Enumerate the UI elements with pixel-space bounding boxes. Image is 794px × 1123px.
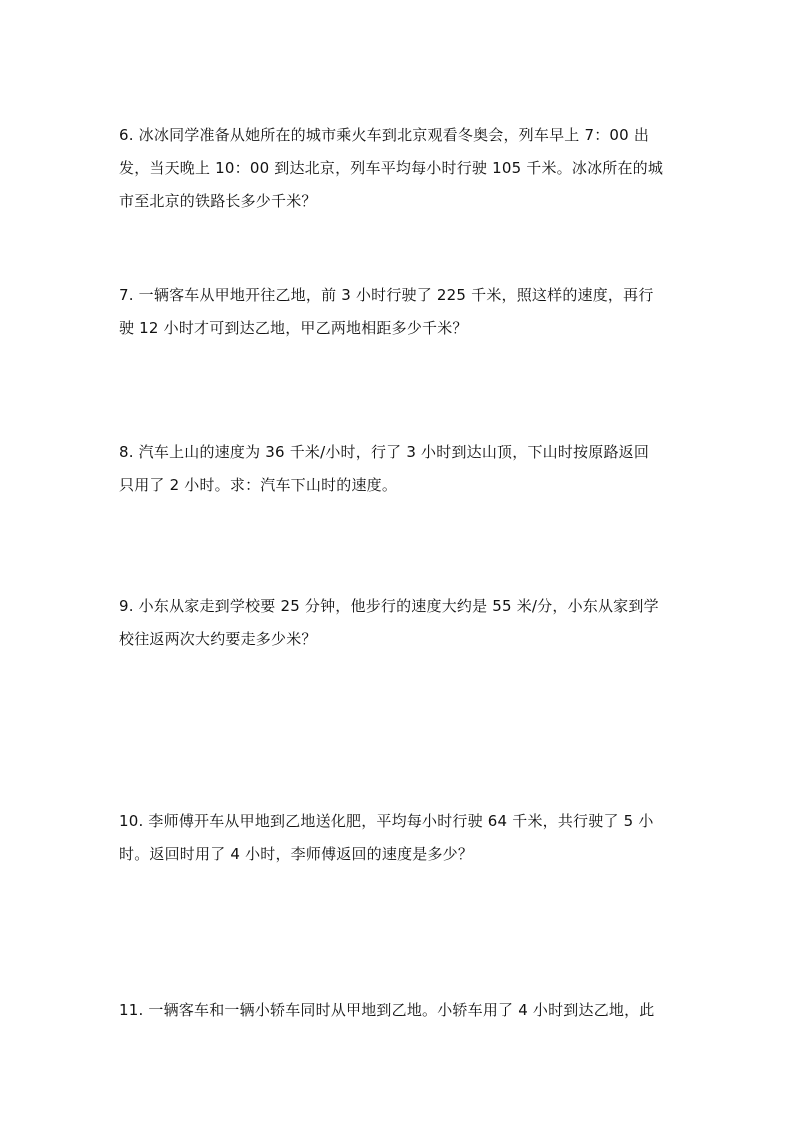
problem-line: 发，当天晚上 10：00 到达北京，列车平均每小时行驶 105 千米。冰冰所在的城: [119, 159, 664, 177]
problem-line: 8. 汽车上山的速度为 36 千米/小时，行了 3 小时到达山顶，下山时按原路返回: [119, 443, 650, 461]
problem-line: 10. 李师傅开车从甲地到乙地送化肥，平均每小时行驶 64 千米，共行驶了 5 小: [119, 812, 654, 830]
problem-line: 9. 小东从家走到学校要 25 分钟，他步行的速度大约是 55 米/分，小东从家到学: [119, 597, 659, 615]
problem-line: 驶 12 小时才可到达乙地，甲乙两地相距多少千米？: [119, 319, 468, 337]
problem-7: [119, 284, 679, 340]
problem-line: 时。返回时用了 4 小时，李师傅返回的速度是多少？: [119, 845, 474, 863]
problem-6: [119, 124, 679, 213]
problem-line: 市至北京的铁路长多少千米？: [119, 192, 317, 210]
problem-line: 校往返两次大约要走多少米？: [119, 630, 317, 648]
problem-11: [119, 999, 679, 1022]
problem-line: 11. 一辆客车和一辆小轿车同时从甲地到乙地。小轿车用了 4 小时到达乙地，此: [119, 1001, 655, 1019]
problem-line: 7. 一辆客车从甲地开往乙地，前 3 小时行驶了 225 千米，照这样的速度，再行: [119, 286, 654, 304]
problem-line: 6. 冰冰同学准备从她所在的城市乘火车到北京观看冬奥会，列车早上 7：00 出: [119, 126, 650, 144]
problem-line: 只用了 2 小时。求：汽车下山时的速度。: [119, 476, 398, 494]
problem-8: [119, 441, 679, 497]
problem-9: [119, 595, 679, 651]
problem-10: [119, 810, 679, 866]
